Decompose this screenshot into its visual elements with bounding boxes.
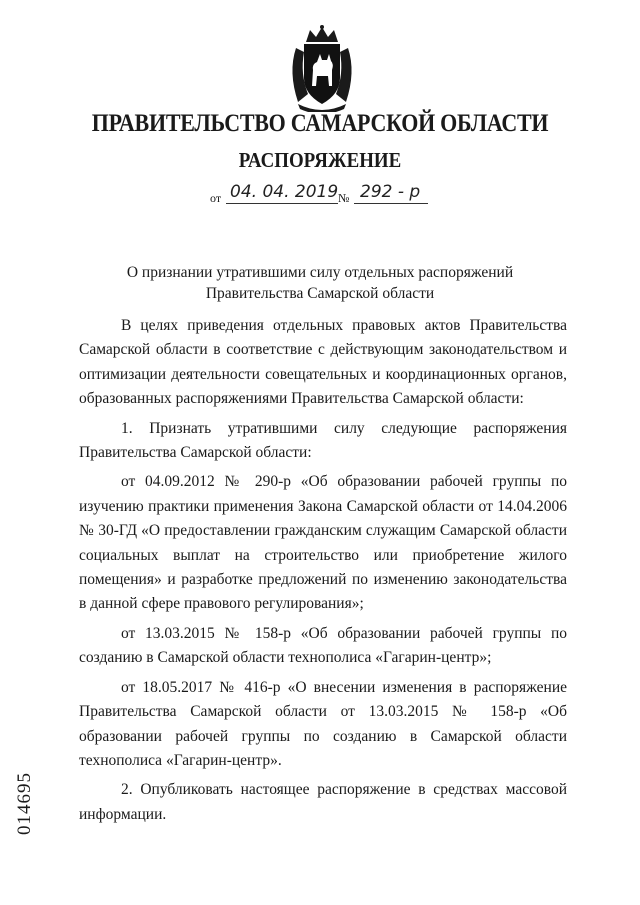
document-subject <box>100 262 540 304</box>
subject-line-1: О признании утратившими силу отдельных распоряжений <box>126 264 514 281</box>
samara-coat-of-arms-icon <box>282 24 362 112</box>
handwritten-date: 04. 04. 2019 <box>230 182 339 202</box>
number-label: № <box>338 191 350 205</box>
item-1-paragraph: 1. Признать утратившими силу следующие распоряжения Правительства Самарской области: <box>79 419 567 462</box>
document-type-heading: РАСПОРЯЖЕНИЕ <box>238 148 402 172</box>
preamble-paragraph: В целях приведения отдельных правовых актов Правительства Самарской области в соответствие с действующим законодательством и оптимизации деятельности совещательных и координационных органов, образованных распоряжениями Правительства Самарской области: <box>79 317 567 408</box>
date-prefix-label: от <box>210 191 222 205</box>
item-2-paragraph: 2. Опубликовать настоящее распоряжение в средствах массовой информации. <box>79 781 567 823</box>
serial-number: 014695 <box>14 772 35 835</box>
document-body <box>79 314 567 832</box>
date-number-line <box>210 182 440 210</box>
number-underline <box>354 203 428 204</box>
order-416-paragraph: от 18.05.2017 № 416-р «О внесении изменения в распоряжение Правительства Самарской области от 13.03.2015 № 158-р «Об образовании рабочей группы по созданию в Самарской области технополиса «Гагарин-центр». <box>79 678 567 769</box>
handwritten-number: 292 - р <box>360 182 421 202</box>
order-158-paragraph: от 13.03.2015 № 158-р «Об образовании рабочей группы по созданию в Самарской области технополиса «Гагарин-центр»; <box>79 624 567 667</box>
date-underline <box>226 203 338 204</box>
government-heading: ПРАВИТЕЛЬСТВО САМАРСКОЙ ОБЛАСТИ <box>91 110 549 137</box>
subject-line-2: Правительства Самарской области <box>205 285 435 302</box>
order-290-paragraph: от 04.09.2012 № 290-р «Об образовании рабочей группы по изучению практики применения Закона Самарской области от 14.04.2006 № 30-ГД «О предоставлении гражданским служащим Самарской области социальных выплат на строительство или приобретение жилого помещения» и разработке предложений по изменению законодательства в данной сфере правового регулирования»; <box>79 473 567 613</box>
